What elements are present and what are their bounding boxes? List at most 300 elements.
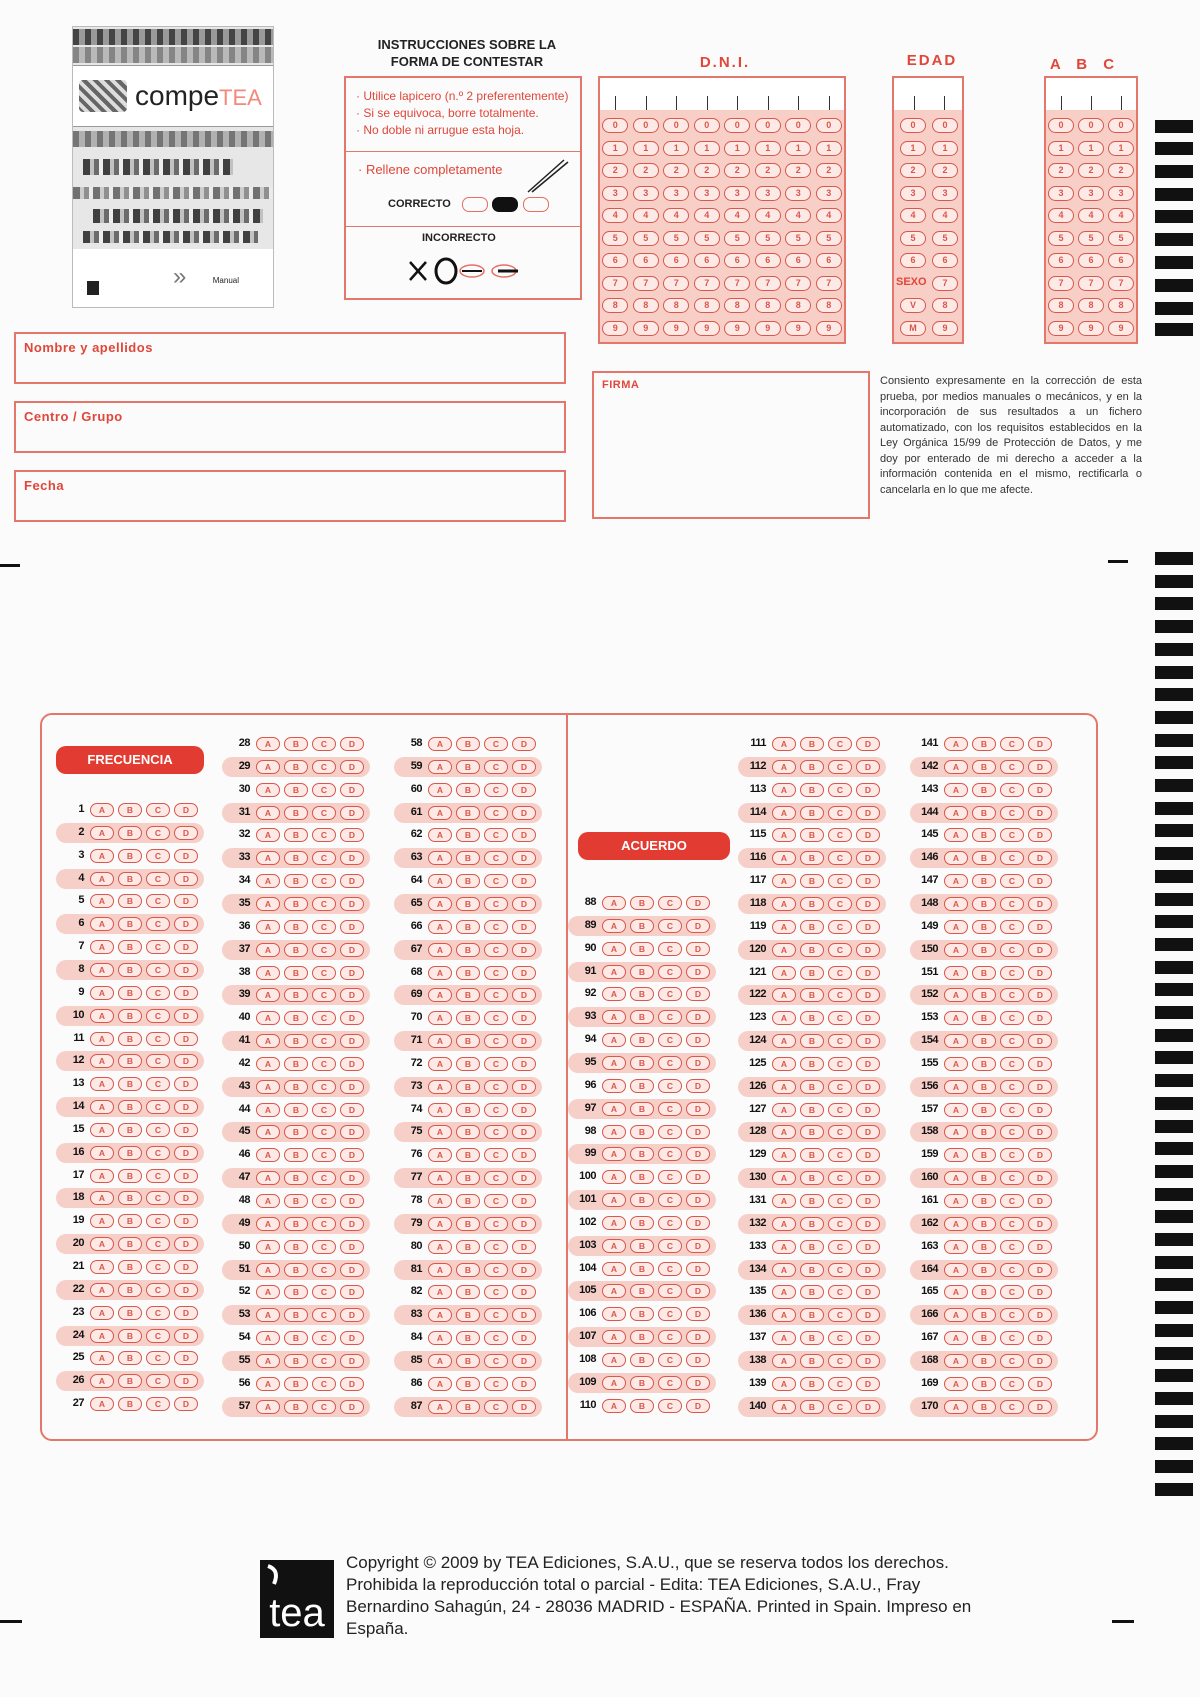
answer-bubble-d[interactable]: D [512,1125,536,1139]
answer-bubble-b[interactable]: B [456,1400,480,1414]
answer-bubble-b[interactable]: B [630,1399,654,1413]
answer-bubble-c[interactable]: C [312,1240,336,1254]
answer-bubble-a[interactable]: A [944,783,968,797]
answer-bubble-a[interactable]: A [772,806,796,820]
answer-bubble-c[interactable]: C [658,896,682,910]
answer-bubble-d[interactable]: D [686,1033,710,1047]
answer-bubble-c[interactable]: C [484,966,508,980]
answer-bubble-c[interactable]: C [828,1263,852,1277]
answer-bubble-c[interactable]: C [312,1285,336,1299]
answer-bubble-c[interactable]: C [828,943,852,957]
answer-bubble-b[interactable]: B [456,1194,480,1208]
answer-bubble-a[interactable]: A [90,1351,114,1365]
answer-bubble-a[interactable]: A [256,737,280,751]
answer-bubble-c[interactable]: C [312,1011,336,1025]
answer-bubble-a[interactable]: A [944,874,968,888]
digit-bubble[interactable]: 1 [816,141,842,156]
answer-bubble-b[interactable]: B [800,920,824,934]
answer-bubble-b[interactable]: B [630,1262,654,1276]
answer-bubble-c[interactable]: C [312,1217,336,1231]
answer-bubble-b[interactable]: B [456,897,480,911]
answer-bubble-a[interactable]: A [256,1171,280,1185]
answer-bubble-b[interactable]: B [284,1308,308,1322]
answer-bubble-c[interactable]: C [1000,966,1024,980]
answer-bubble-a[interactable]: A [772,897,796,911]
answer-bubble-d[interactable]: D [686,1056,710,1070]
answer-bubble-c[interactable]: C [146,1191,170,1205]
answer-bubble-c[interactable]: C [1000,1125,1024,1139]
answer-bubble-d[interactable]: D [686,1102,710,1116]
answer-bubble-a[interactable]: A [772,851,796,865]
answer-bubble-a[interactable]: A [428,988,452,1002]
answer-bubble-a[interactable]: A [772,988,796,1002]
answer-bubble-d[interactable]: D [340,828,364,842]
answer-bubble-a[interactable]: A [772,760,796,774]
digit-bubble[interactable]: 8 [785,298,811,313]
answer-bubble-b[interactable]: B [118,940,142,954]
answer-bubble-a[interactable]: A [602,965,626,979]
answer-bubble-c[interactable]: C [312,1103,336,1117]
answer-bubble-d[interactable]: D [340,1377,364,1391]
answer-bubble-c[interactable]: C [484,783,508,797]
answer-bubble-b[interactable]: B [800,943,824,957]
answer-bubble-a[interactable]: A [944,966,968,980]
digit-bubble[interactable]: 5 [724,231,750,246]
answer-bubble-a[interactable]: A [772,1285,796,1299]
digit-bubble[interactable]: 4 [633,208,659,223]
digit-bubble[interactable]: 5 [633,231,659,246]
answer-bubble-a[interactable]: A [944,1080,968,1094]
answer-bubble-b[interactable]: B [284,806,308,820]
answer-bubble-a[interactable]: A [602,1284,626,1298]
answer-bubble-c[interactable]: C [1000,1263,1024,1277]
digit-bubble[interactable]: 1 [1078,141,1104,156]
answer-bubble-a[interactable]: A [428,1057,452,1071]
answer-bubble-a[interactable]: A [428,1240,452,1254]
digit-bubble[interactable]: 7 [633,276,659,291]
answer-bubble-c[interactable]: C [658,1010,682,1024]
answer-bubble-b[interactable]: B [630,1193,654,1207]
answer-bubble-b[interactable]: B [456,1103,480,1117]
answer-bubble-d[interactable]: D [856,943,880,957]
answer-bubble-c[interactable]: C [1000,1057,1024,1071]
answer-bubble-a[interactable]: A [90,1032,114,1046]
answer-bubble-c[interactable]: C [828,737,852,751]
answer-bubble-b[interactable]: B [456,988,480,1002]
answer-bubble-a[interactable]: A [944,828,968,842]
answer-bubble-b[interactable]: B [972,1377,996,1391]
answer-bubble-a[interactable]: A [90,1306,114,1320]
answer-bubble-a[interactable]: A [90,940,114,954]
answer-bubble-c[interactable]: C [658,1102,682,1116]
answer-bubble-b[interactable]: B [456,1308,480,1322]
answer-bubble-c[interactable]: C [1000,851,1024,865]
answer-bubble-a[interactable]: A [256,1103,280,1117]
digit-bubble[interactable]: 1 [724,141,750,156]
answer-bubble-d[interactable]: D [174,1009,198,1023]
answer-bubble-c[interactable]: C [312,988,336,1002]
answer-bubble-d[interactable]: D [856,1125,880,1139]
answer-bubble-c[interactable]: C [658,1239,682,1253]
answer-bubble-d[interactable]: D [512,1011,536,1025]
answer-bubble-c[interactable]: C [1000,760,1024,774]
answer-bubble-a[interactable]: A [602,1056,626,1070]
answer-bubble-c[interactable]: C [658,1307,682,1321]
digit-bubble[interactable]: 0 [633,118,659,133]
answer-bubble-d[interactable]: D [1028,737,1052,751]
answer-bubble-d[interactable]: D [1028,1240,1052,1254]
answer-bubble-b[interactable]: B [118,1260,142,1274]
answer-bubble-a[interactable]: A [256,1331,280,1345]
answer-bubble-c[interactable]: C [658,1170,682,1184]
answer-bubble-d[interactable]: D [174,1283,198,1297]
answer-bubble-d[interactable]: D [686,965,710,979]
answer-bubble-a[interactable]: A [256,897,280,911]
digit-bubble[interactable]: 9 [724,321,750,336]
answer-bubble-a[interactable]: A [772,1080,796,1094]
answer-bubble-a[interactable]: A [256,1011,280,1025]
answer-bubble-a[interactable]: A [428,1331,452,1345]
answer-bubble-a[interactable]: A [90,1374,114,1388]
answer-bubble-b[interactable]: B [800,1194,824,1208]
answer-bubble-d[interactable]: D [174,986,198,1000]
digit-bubble[interactable]: 6 [1108,253,1134,268]
answer-bubble-a[interactable]: A [772,874,796,888]
answer-bubble-d[interactable]: D [512,737,536,751]
answer-bubble-b[interactable]: B [118,963,142,977]
answer-bubble-c[interactable]: C [146,1123,170,1137]
answer-bubble-b[interactable]: B [800,1148,824,1162]
answer-bubble-a[interactable]: A [602,896,626,910]
digit-bubble[interactable]: 0 [1108,118,1134,133]
answer-bubble-c[interactable]: C [1000,920,1024,934]
answer-bubble-a[interactable]: A [772,1377,796,1391]
answer-bubble-a[interactable]: A [90,1123,114,1137]
answer-bubble-d[interactable]: D [340,966,364,980]
answer-bubble-a[interactable]: A [90,917,114,931]
answer-bubble-c[interactable]: C [484,1148,508,1162]
answer-bubble-d[interactable]: D [1028,851,1052,865]
digit-bubble[interactable]: 9 [602,321,628,336]
answer-bubble-a[interactable]: A [944,897,968,911]
answer-bubble-d[interactable]: D [512,943,536,957]
answer-bubble-b[interactable]: B [972,1034,996,1048]
answer-bubble-b[interactable]: B [284,1263,308,1277]
answer-bubble-d[interactable]: D [174,1306,198,1320]
digit-bubble[interactable]: 8 [755,298,781,313]
answer-bubble-b[interactable]: B [284,943,308,957]
answer-bubble-a[interactable]: A [772,1308,796,1322]
answer-bubble-a[interactable]: A [944,1057,968,1071]
answer-bubble-a[interactable]: A [90,1283,114,1297]
digit-bubble[interactable]: 1 [633,141,659,156]
answer-bubble-d[interactable]: D [1028,897,1052,911]
digit-bubble[interactable]: 6 [816,253,842,268]
answer-bubble-b[interactable]: B [800,760,824,774]
answer-bubble-d[interactable]: D [856,783,880,797]
answer-bubble-b[interactable]: B [118,1191,142,1205]
digit-bubble[interactable]: 7 [663,276,689,291]
answer-bubble-a[interactable]: A [602,987,626,1001]
digit-bubble[interactable]: 8 [932,298,958,313]
answer-bubble-a[interactable]: A [428,1080,452,1094]
digit-bubble[interactable]: 5 [785,231,811,246]
answer-bubble-d[interactable]: D [1028,1400,1052,1414]
answer-bubble-d[interactable]: D [174,1191,198,1205]
answer-bubble-d[interactable]: D [174,1032,198,1046]
answer-bubble-b[interactable]: B [284,1034,308,1048]
answer-bubble-c[interactable]: C [146,1260,170,1274]
answer-bubble-c[interactable]: C [828,828,852,842]
answer-bubble-c[interactable]: C [312,1194,336,1208]
answer-bubble-d[interactable]: D [512,1194,536,1208]
digit-bubble[interactable]: 3 [633,186,659,201]
answer-bubble-a[interactable]: A [256,1194,280,1208]
digit-bubble[interactable]: 6 [900,253,926,268]
answer-bubble-b[interactable]: B [630,1330,654,1344]
answer-bubble-c[interactable]: C [146,1283,170,1297]
answer-bubble-c[interactable]: C [484,851,508,865]
answer-bubble-d[interactable]: D [856,1171,880,1185]
answer-bubble-c[interactable]: C [828,760,852,774]
answer-bubble-a[interactable]: A [944,1125,968,1139]
answer-bubble-a[interactable]: A [602,1376,626,1390]
digit-bubble[interactable]: 7 [724,276,750,291]
answer-bubble-a[interactable]: A [772,1217,796,1231]
answer-bubble-b[interactable]: B [630,1033,654,1047]
answer-bubble-c[interactable]: C [658,942,682,956]
answer-bubble-b[interactable]: B [630,942,654,956]
answer-bubble-c[interactable]: C [1000,1103,1024,1117]
answer-bubble-c[interactable]: C [312,1125,336,1139]
answer-bubble-c[interactable]: C [1000,988,1024,1002]
answer-bubble-b[interactable]: B [284,783,308,797]
answer-bubble-a[interactable]: A [428,874,452,888]
answer-bubble-a[interactable]: A [772,920,796,934]
answer-bubble-c[interactable]: C [484,806,508,820]
answer-bubble-c[interactable]: C [828,1285,852,1299]
answer-bubble-a[interactable]: A [944,1103,968,1117]
digit-bubble[interactable]: 4 [1048,208,1074,223]
answer-bubble-c[interactable]: C [146,1351,170,1365]
answer-bubble-b[interactable]: B [972,966,996,980]
digit-bubble[interactable]: 3 [816,186,842,201]
answer-bubble-d[interactable]: D [340,874,364,888]
answer-bubble-c[interactable]: C [828,897,852,911]
digit-bubble[interactable]: 4 [602,208,628,223]
answer-bubble-c[interactable]: C [146,1146,170,1160]
answer-bubble-c[interactable]: C [1000,828,1024,842]
answer-bubble-d[interactable]: D [174,1214,198,1228]
answer-bubble-a[interactable]: A [90,1077,114,1091]
answer-bubble-b[interactable]: B [630,1353,654,1367]
answer-bubble-c[interactable]: C [1000,1354,1024,1368]
answer-bubble-c[interactable]: C [1000,1194,1024,1208]
answer-bubble-c[interactable]: C [146,826,170,840]
answer-bubble-a[interactable]: A [602,919,626,933]
answer-bubble-b[interactable]: B [456,760,480,774]
answer-bubble-b[interactable]: B [800,737,824,751]
answer-bubble-a[interactable]: A [428,806,452,820]
answer-bubble-b[interactable]: B [972,1240,996,1254]
digit-bubble[interactable]: 0 [602,118,628,133]
answer-bubble-c[interactable]: C [1000,1308,1024,1322]
answer-bubble-d[interactable]: D [340,1011,364,1025]
answer-bubble-c[interactable]: C [828,1217,852,1231]
answer-bubble-a[interactable]: A [428,943,452,957]
answer-bubble-c[interactable]: C [146,1329,170,1343]
answer-bubble-b[interactable]: B [284,851,308,865]
answer-bubble-d[interactable]: D [856,1377,880,1391]
answer-bubble-b[interactable]: B [118,1374,142,1388]
answer-bubble-d[interactable]: D [686,1010,710,1024]
answer-bubble-c[interactable]: C [146,1009,170,1023]
answer-bubble-a[interactable]: A [256,988,280,1002]
digit-bubble[interactable]: 8 [1048,298,1074,313]
digit-bubble[interactable]: 5 [1048,231,1074,246]
answer-bubble-c[interactable]: C [146,940,170,954]
digit-bubble[interactable]: 5 [900,231,926,246]
answer-bubble-c[interactable]: C [1000,1148,1024,1162]
digit-bubble[interactable]: 4 [724,208,750,223]
answer-bubble-c[interactable]: C [658,1262,682,1276]
answer-bubble-c[interactable]: C [484,1400,508,1414]
answer-bubble-c[interactable]: C [828,1194,852,1208]
answer-bubble-d[interactable]: D [512,897,536,911]
answer-bubble-d[interactable]: D [686,942,710,956]
answer-bubble-c[interactable]: C [312,1331,336,1345]
digit-bubble[interactable]: 5 [694,231,720,246]
digit-bubble[interactable]: 7 [602,276,628,291]
answer-bubble-b[interactable]: B [284,1103,308,1117]
answer-bubble-d[interactable]: D [174,1397,198,1411]
answer-bubble-c[interactable]: C [1000,1400,1024,1414]
digit-bubble[interactable]: 8 [694,298,720,313]
answer-bubble-c[interactable]: C [828,1331,852,1345]
answer-bubble-b[interactable]: B [972,1400,996,1414]
answer-bubble-c[interactable]: C [1000,1377,1024,1391]
answer-bubble-b[interactable]: B [972,943,996,957]
answer-bubble-b[interactable]: B [456,806,480,820]
answer-bubble-d[interactable]: D [1028,828,1052,842]
answer-bubble-d[interactable]: D [512,874,536,888]
digit-bubble[interactable]: 7 [755,276,781,291]
answer-bubble-c[interactable]: C [484,1377,508,1391]
answer-bubble-b[interactable]: B [630,896,654,910]
answer-bubble-a[interactable]: A [944,737,968,751]
answer-bubble-d[interactable]: D [174,826,198,840]
answer-bubble-d[interactable]: D [340,897,364,911]
answer-bubble-c[interactable]: C [1000,874,1024,888]
answer-bubble-b[interactable]: B [456,943,480,957]
answer-bubble-d[interactable]: D [686,1170,710,1184]
answer-bubble-c[interactable]: C [312,1080,336,1094]
answer-bubble-a[interactable]: A [944,943,968,957]
answer-bubble-c[interactable]: C [828,1080,852,1094]
answer-bubble-d[interactable]: D [1028,806,1052,820]
digit-bubble[interactable]: 3 [1078,186,1104,201]
answer-bubble-d[interactable]: D [856,1217,880,1231]
answer-bubble-d[interactable]: D [512,1240,536,1254]
answer-bubble-b[interactable]: B [118,1032,142,1046]
answer-bubble-b[interactable]: B [972,1308,996,1322]
digit-bubble[interactable]: 6 [1078,253,1104,268]
answer-bubble-d[interactable]: D [856,1263,880,1277]
answer-bubble-b[interactable]: B [800,1125,824,1139]
digit-bubble[interactable]: 2 [932,163,958,178]
digit-bubble[interactable]: 7 [785,276,811,291]
answer-bubble-a[interactable]: A [602,1216,626,1230]
answer-bubble-c[interactable]: C [658,1216,682,1230]
answer-bubble-a[interactable]: A [90,1146,114,1160]
answer-bubble-c[interactable]: C [312,1057,336,1071]
answer-bubble-a[interactable]: A [772,1011,796,1025]
digit-bubble[interactable]: 6 [785,253,811,268]
answer-bubble-b[interactable]: B [800,1263,824,1277]
answer-bubble-b[interactable]: B [972,1080,996,1094]
answer-bubble-b[interactable]: B [284,897,308,911]
answer-bubble-d[interactable]: D [512,1080,536,1094]
answer-bubble-a[interactable]: A [428,1377,452,1391]
answer-bubble-c[interactable]: C [658,1376,682,1390]
answer-bubble-d[interactable]: D [174,963,198,977]
answer-bubble-b[interactable]: B [456,1034,480,1048]
answer-bubble-b[interactable]: B [118,1054,142,1068]
answer-bubble-c[interactable]: C [828,851,852,865]
answer-bubble-c[interactable]: C [828,988,852,1002]
digit-bubble[interactable]: 3 [785,186,811,201]
answer-bubble-d[interactable]: D [512,1217,536,1231]
answer-bubble-b[interactable]: B [284,1194,308,1208]
answer-bubble-d[interactable]: D [512,828,536,842]
answer-bubble-d[interactable]: D [1028,1080,1052,1094]
answer-bubble-a[interactable]: A [772,828,796,842]
answer-bubble-b[interactable]: B [456,874,480,888]
answer-bubble-d[interactable]: D [1028,1285,1052,1299]
answer-bubble-b[interactable]: B [630,1125,654,1139]
answer-bubble-d[interactable]: D [174,1123,198,1137]
digit-bubble[interactable]: 1 [900,141,926,156]
answer-bubble-a[interactable]: A [256,1354,280,1368]
answer-bubble-d[interactable]: D [174,849,198,863]
digit-bubble[interactable]: 8 [1108,298,1134,313]
answer-bubble-b[interactable]: B [800,851,824,865]
answer-bubble-a[interactable]: A [602,1399,626,1413]
digit-bubble[interactable]: 6 [932,253,958,268]
answer-bubble-b[interactable]: B [972,1148,996,1162]
answer-bubble-c[interactable]: C [828,1125,852,1139]
answer-bubble-d[interactable]: D [340,1057,364,1071]
answer-bubble-a[interactable]: A [772,1103,796,1117]
digit-bubble[interactable]: 0 [1048,118,1074,133]
answer-bubble-b[interactable]: B [118,1009,142,1023]
digit-bubble[interactable]: 9 [785,321,811,336]
answer-bubble-a[interactable]: A [772,1148,796,1162]
answer-bubble-b[interactable]: B [800,1377,824,1391]
answer-bubble-a[interactable]: A [602,1239,626,1253]
answer-bubble-c[interactable]: C [828,1308,852,1322]
answer-bubble-a[interactable]: A [944,1240,968,1254]
answer-bubble-b[interactable]: B [630,1376,654,1390]
answer-bubble-b[interactable]: B [284,966,308,980]
answer-bubble-a[interactable]: A [944,1034,968,1048]
answer-bubble-a[interactable]: A [90,1260,114,1274]
answer-bubble-c[interactable]: C [312,851,336,865]
answer-bubble-a[interactable]: A [428,737,452,751]
answer-bubble-c[interactable]: C [484,897,508,911]
answer-bubble-a[interactable]: A [428,1011,452,1025]
answer-bubble-c[interactable]: C [658,1079,682,1093]
